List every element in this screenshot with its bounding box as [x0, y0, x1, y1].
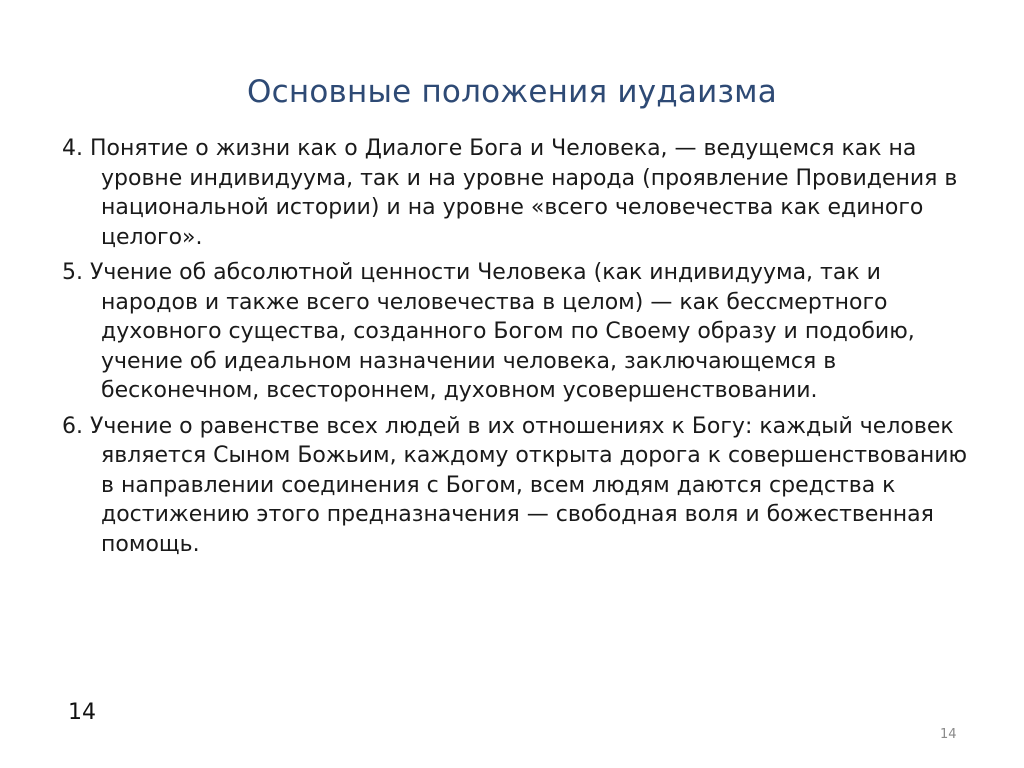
page-number-body: 14	[68, 700, 96, 725]
list-item: 4. Понятие о жизни как о Диалоге Бога и Человека, — ведущемся как на уровне индивидуума, так и на уровне народа (проявление Провидения в национальной истории) и на уровне «всего человечества как единого целого».	[62, 136, 958, 250]
slide-body	[62, 134, 968, 565]
slide-title: Основные положения иудаизма	[247, 74, 777, 110]
list-item: 5. Учение об абсолютной ценности Человека (как индивидуума, так и народов и также всего человечества в целом) — как бессмертного духовного существа, созданного Богом по Своему образу и подобию, учение об идеальном назначении человека, заключающемся в бесконечном, всестороннем, духовном усовершенствовании.	[62, 260, 915, 403]
page-number-footer: 14	[940, 727, 957, 742]
list-item: 6. Учение о равенстве всех людей в их отношениях к Богу: каждый человек является Сыном Божьим, каждому открыта дорога к совершенствованию в направлении соединения с Богом, всем людям даются средства к достижению этого предназначения — свободная воля и божественная помощь.	[62, 413, 968, 557]
